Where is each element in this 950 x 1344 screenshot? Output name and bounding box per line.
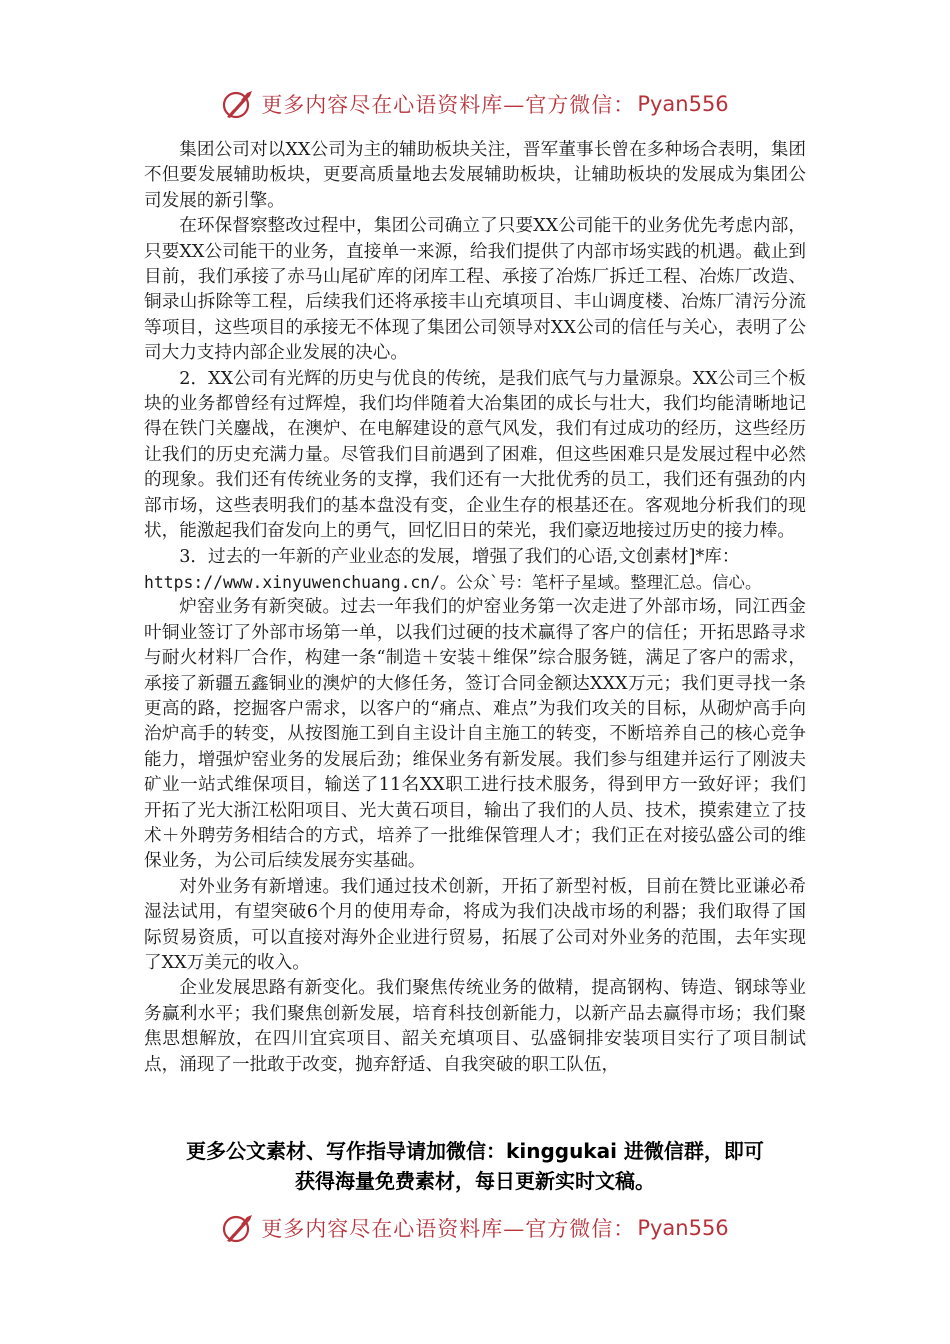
footer-contact-label: 官方微信： bbox=[525, 1217, 636, 1241]
quill-logo-icon bbox=[221, 1211, 255, 1245]
footer-text: 更多内容尽在心语资料库— bbox=[261, 1217, 526, 1241]
paragraph: 对外业务有新增速。我们通过技术创新，开拓了新型衬板，目前在赞比亚谦必希湿法试用，有望突破6个月的使用寿命，将成为我们决战市场的利器；我们取得了国际贸易资质，可以直接对海外企业进行贸易，拓展了公司对外业务的范围，去年实现了XX万美元的收入。 bbox=[144, 876, 806, 973]
footer-banner bbox=[0, 1206, 950, 1250]
paragraph: 在环保督察整改过程中，集团公司确立了只要XX公司能干的业务优先考虑内部，只要XX公司能干的业务，直接单一来源，给我们提供了内部市场实践的机遇。截止到目前，我们承接了赤马山尾矿库的闭库工程、承接了冶炼厂拆迁工程、冶炼厂改造、铜录山拆除等工程，后续我们还将承接丰山充填项目、丰山调度楼、冶炼厂清污分流等项目，这些项目的承接无不体现了集团公司领导对XX公司的信任与关心，表明了公司大力支持内部企业发展的决心。 bbox=[144, 216, 806, 364]
paragraph: 3．过去的一年新的产业业态的发展，增强了我们的心语,文创素材]*库： bbox=[179, 546, 740, 567]
footer-wechat-id: Pyan556 bbox=[637, 1216, 729, 1240]
paragraph: 企业发展思路有新变化。我们聚焦传统业务的做精，提高钢构、铸造、钢球等业务赢利水平；我们聚焦创新发展，培育科技创新能力，以新产品去赢得市场；我们聚焦思想解放，在四川宜宾项目、韶关充填项目、弘盛铜排安装项目实行了项目制试点，涌现了一批敢于改变，抛弃舒适、自我突破的职工队伍， bbox=[144, 978, 806, 1075]
document-body bbox=[144, 138, 806, 1078]
promo-line-1: 更多公文素材、写作指导请加微信：kinggukai 进微信群，即可 bbox=[186, 1139, 764, 1163]
paragraph: 集团公司对以XX公司为主的辅助板块关注，晋军董事长曾在多种场合表明，集团不但要发展辅助板块，更要高质量地去发展辅助板块，让辅助板块的发展成为集团公司发展的新引擎。 bbox=[144, 140, 806, 211]
promo-notice bbox=[120, 1136, 830, 1196]
header-contact-label: 官方微信： bbox=[525, 93, 636, 117]
paragraph-url: https://www.xinyuwenchuang.cn/。公众`号：笔杆子星域。整理汇总。信心。 bbox=[144, 572, 762, 592]
header-wechat-id: Pyan556 bbox=[637, 92, 729, 116]
header-banner bbox=[0, 82, 950, 126]
quill-logo-icon bbox=[221, 87, 255, 121]
paragraph: 炉窑业务有新突破。过去一年我们的炉窑业务第一次走进了外部市场，同江西金叶铜业签订了外部市场第一单，以我们过硬的技术赢得了客户的信任；开拓思路寻求与耐火材料厂合作，构建一条“制造＋安装＋维保”综合服务链，满足了客户的需求，承接了新疆五鑫铜业的澳炉的大修任务，签订合同金额达XXX万元；我们更寻找一条更高的路，挖掘客户需求，以客户的“痛点、难点”为我们攻关的目标，从砌炉高手向治炉高手的转变，从按图施工到自主设计自主施工的转变，不断培养自己的核心竞争能力，增强炉窑业务的发展后劲；维保业务有新发展。我们参与组建并运行了刚波夫矿业一站式维保项目，输送了11名XX职工进行技术服务，得到甲方一致好评；我们开拓了光大浙江松阳项目、光大黄石项目，输出了我们的人员、技术，摸索建立了技术＋外聘劳务相结合的方式，培养了一批维保管理人才；我们正在对接弘盛公司的维保业务，为公司后续发展夯实基础。 bbox=[144, 597, 806, 872]
paragraph: 2．XX公司有光辉的历史与优良的传统，是我们底气与力量源泉。XX公司三个板块的业务都曾经有过辉煌，我们均伴随着大冶集团的成长与壮大，我们均能清晰地记得在铁门关鏖战，在澳炉、在电解建设的意气风发，我们有过成功的经历，这些经历让我们的历史充满力量。尽管我们目前遇到了困难，但这些困难只是发展过程中必然的现象。我们还有传统业务的支撑，我们还有一大批优秀的员工，我们还有强劲的内部市场，这些表明我们的基本盘没有变，企业生存的根基还在。客观地分析我们的现状，能激起我们奋发向上的勇气，回忆旧日的荣光，我们豪迈地接过历史的接力棒。 bbox=[144, 368, 806, 542]
promo-line-2: 获得海量免费素材，每日更新实时文稿。 bbox=[295, 1169, 655, 1193]
header-text: 更多内容尽在心语资料库— bbox=[261, 93, 526, 117]
